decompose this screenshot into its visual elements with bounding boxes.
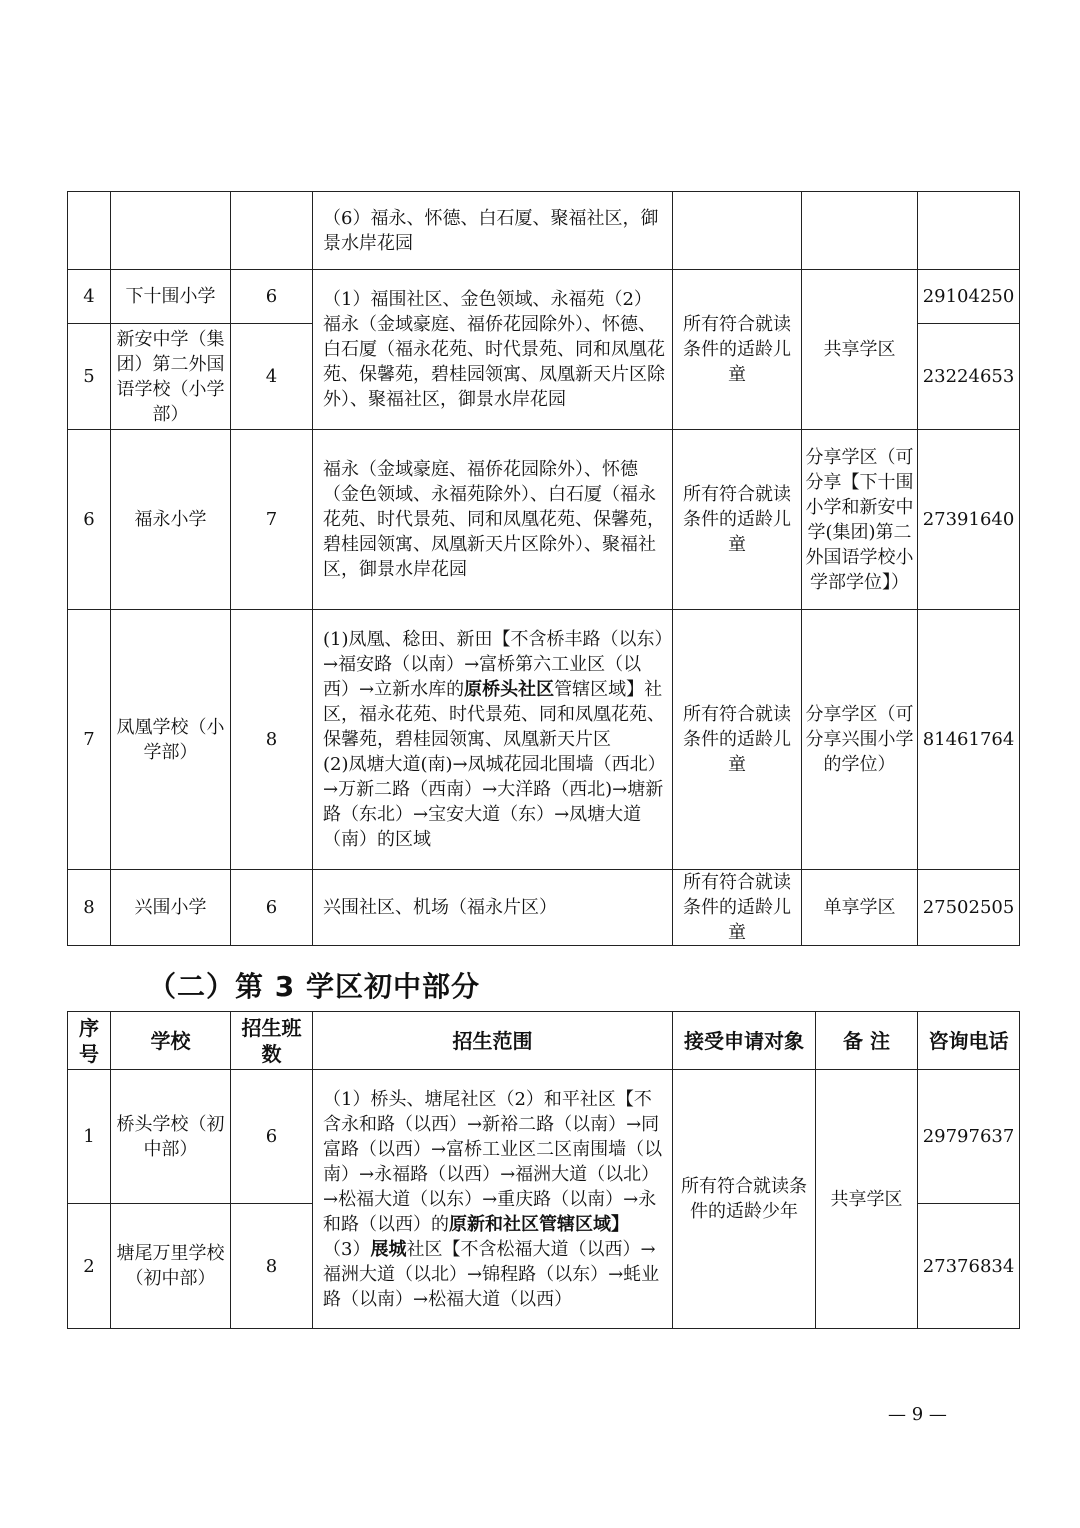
school-name: 凤凰学校（小学部） [111, 610, 231, 870]
school-name [111, 192, 231, 270]
page-number: — 9 — [888, 1404, 947, 1425]
row-number: 5 [68, 324, 111, 430]
phone: 29104250 [918, 270, 1020, 324]
table-row [68, 1070, 1020, 1204]
row-number: 4 [68, 270, 111, 324]
row-number: 1 [68, 1070, 111, 1204]
phone: 29797637 [918, 1070, 1020, 1204]
range-bold: 原桥头社区 [464, 679, 555, 700]
phone: 27502505 [918, 870, 1020, 946]
header-school: 学校 [111, 1012, 231, 1070]
enrollment-range: 兴围社区、机场（福永片区） [313, 870, 673, 946]
enrollment-range: 福永（金域豪庭、福侨花园除外）、怀德（金色领域、永福苑除外）、白石厦（福永花苑、时代景苑、同和凤凰花苑、保馨苑，碧桂园领寓、凤凰新天片区除外）、聚福社区，御景水岸花园 [313, 430, 673, 610]
school-name: 桥头学校（初中部） [111, 1070, 231, 1204]
class-count: 8 [231, 610, 313, 870]
table-row [68, 192, 1020, 270]
note: 分享学区（可分享兴围小学的学位） [802, 610, 918, 870]
row-number [68, 192, 111, 270]
range-bold: 管辖区域】 [539, 1213, 629, 1235]
school-name: 兴围小学 [111, 870, 231, 946]
range-part: (2)凤塘大道(南)→凤城花园北围墙（西北）→万新二路（西南）→大洋路（西北)→塘新路（东北）→宝安大道（东）→凤塘大道（南）的区域 [323, 754, 666, 850]
table-row [68, 610, 1020, 870]
range-bold: 展城 [370, 1238, 407, 1260]
table-row [68, 430, 1020, 610]
applicants: 所有符合就读条件的适龄儿童 [673, 610, 802, 870]
phone: 23224653 [918, 324, 1020, 430]
phone: 81461764 [918, 610, 1020, 870]
enrollment-range: （1）福围社区、金色领域、永福苑（2）福永（金域豪庭、福侨花园除外）、怀德、白石厦（福永花苑、时代景苑、同和凤凰花苑、保馨苑，碧桂园领寓、凤凰新天片区除外）、聚福社区，御景水岸花园 [313, 270, 673, 430]
class-count: 6 [231, 270, 313, 324]
range-part: （3） [323, 1238, 371, 1260]
note [802, 192, 918, 270]
class-count: 7 [231, 430, 313, 610]
header-phone: 咨询电话 [918, 1012, 1020, 1070]
note: 共享学区 [816, 1070, 918, 1329]
range-part: （1）桥头、塘尾社区（2）和平社区【不含永和路（以西）→新裕二路（以南）→同富路（以西）→富桥工业区二区南围墙（以南）→永福路（以西）→福洲大道（以北）→松福大道（以东）→重庆路（以南）→永和路（以西）的 [323, 1088, 663, 1235]
class-count: 6 [231, 870, 313, 946]
class-count: 4 [231, 324, 313, 430]
range-part: (1)凤凰、稔田、新田【不含桥丰路（以东）→福安路（以南）→富桥第六工业区（以西）→立新水库的 [323, 629, 664, 700]
applicants: 所有符合就读条件的适龄少年 [673, 1070, 816, 1329]
phone: 27376834 [918, 1204, 1020, 1329]
middle-school-table [67, 1011, 1020, 1329]
range-part: 管辖区域】社区，福永花苑、时代景苑、同和凤凰花苑、保馨苑，碧桂园领寓、凤凰新天片区 [323, 679, 665, 750]
header-row [68, 1012, 1020, 1070]
note: 单享学区 [802, 870, 918, 946]
row-number: 2 [68, 1204, 111, 1329]
class-count: 8 [231, 1204, 313, 1329]
applicants: 所有符合就读条件的适龄儿童 [673, 270, 802, 430]
applicants [673, 192, 802, 270]
header-classes: 招生班数 [231, 1012, 313, 1070]
applicants: 所有符合就读条件的适龄儿童 [673, 430, 802, 610]
table-row [68, 870, 1020, 946]
header-note: 备 注 [816, 1012, 918, 1070]
applicants: 所有符合就读条件的适龄儿童 [673, 870, 802, 946]
enrollment-range [313, 610, 673, 870]
school-name: 下十围小学 [111, 270, 231, 324]
row-number: 6 [68, 430, 111, 610]
class-count [231, 192, 313, 270]
range-bold: 原新和社区 [449, 1213, 539, 1235]
header-no: 序号 [68, 1012, 111, 1070]
header-applicants: 接受申请对象 [673, 1012, 816, 1070]
table-row [68, 270, 1020, 324]
school-name: 福永小学 [111, 430, 231, 610]
phone: 27391640 [918, 430, 1020, 610]
phone [918, 192, 1020, 270]
row-number: 7 [68, 610, 111, 870]
header-range: 招生范围 [313, 1012, 673, 1070]
school-name: 新安中学（集团）第二外国语学校（小学部） [111, 324, 231, 430]
row-number: 8 [68, 870, 111, 946]
primary-school-table [67, 191, 1020, 946]
section-title: （二）第 3 学区初中部分 [148, 970, 480, 1003]
enrollment-range: （6）福永、怀德、白石厦、聚福社区，御景水岸花园 [313, 192, 673, 270]
range-part: 社区【不含松福大道（以西）→福洲大道（以北）→锦程路（以东）→蚝业路（以南）→松福大道（以西） [323, 1238, 660, 1310]
school-name: 塘尾万里学校（初中部） [111, 1204, 231, 1329]
class-count: 6 [231, 1070, 313, 1204]
enrollment-range [313, 1070, 673, 1329]
note: 分享学区（可分享【下十围小学和新安中学(集团)第二外国语学校小学部学位】） [802, 430, 918, 610]
note: 共享学区 [802, 270, 918, 430]
